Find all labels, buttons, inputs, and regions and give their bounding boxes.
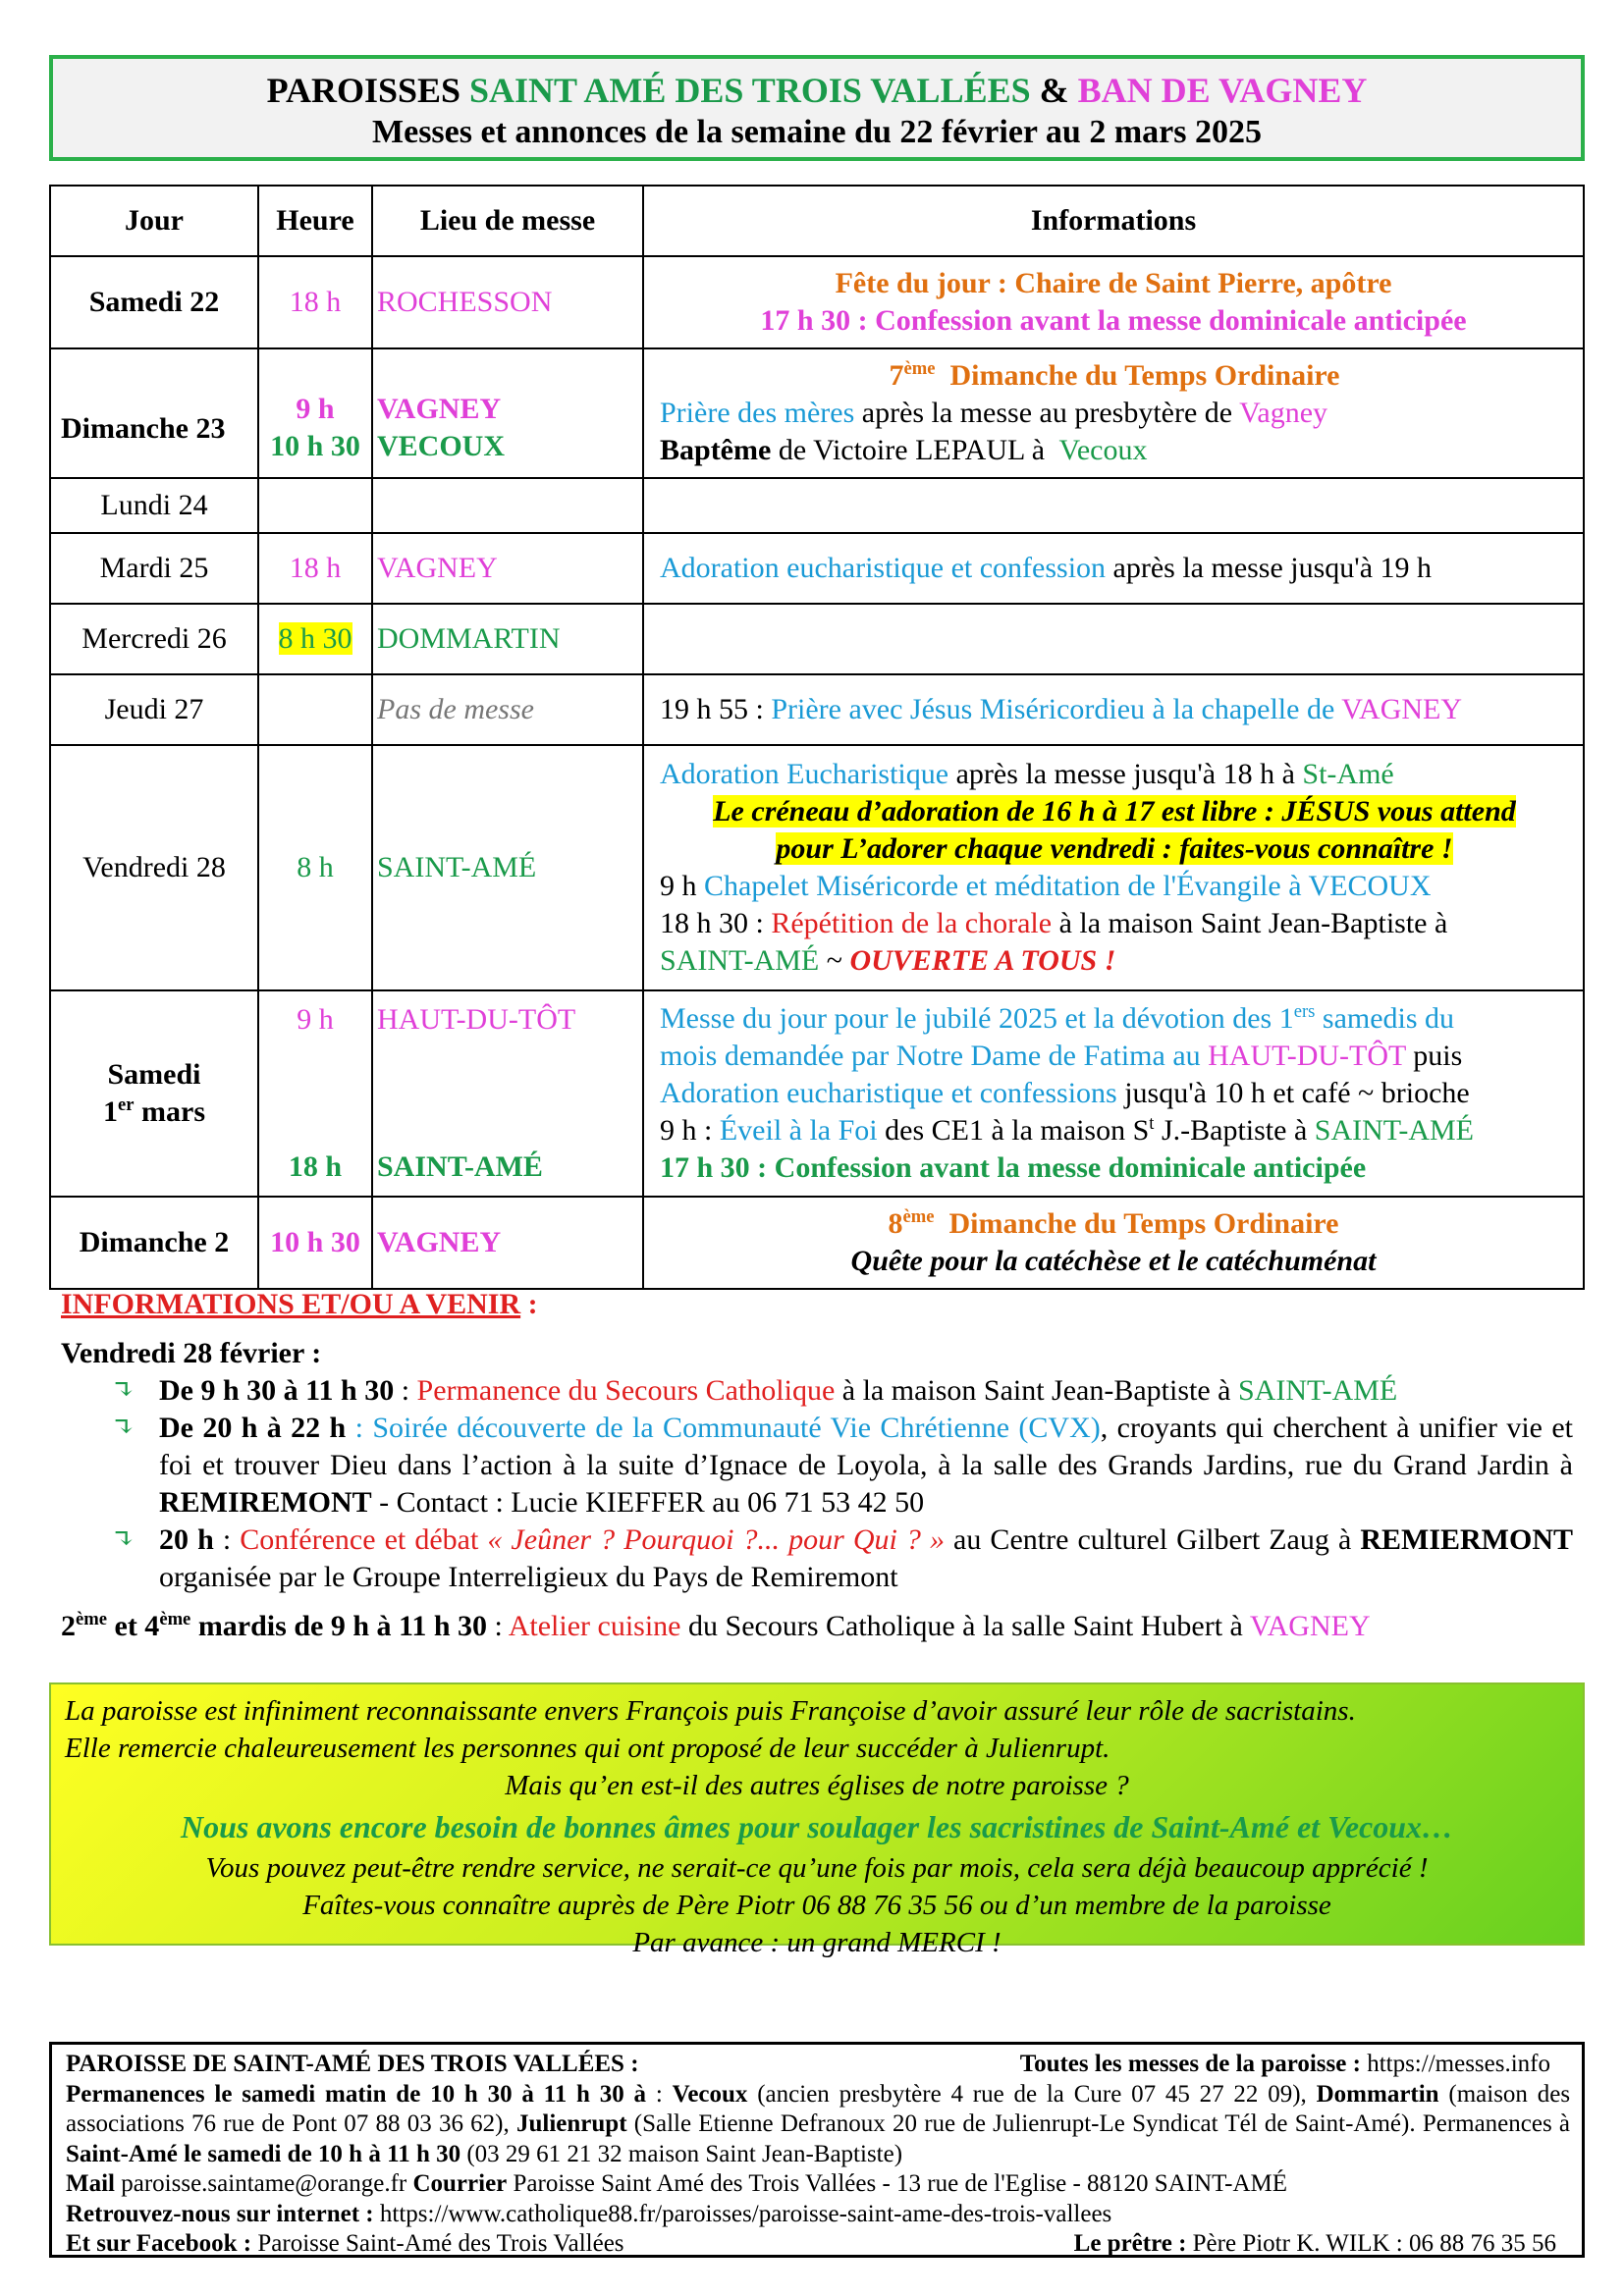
table-row: Vendredi 28 8 h SAINT-AMÉ Adoration Eucharistique après la messe jusqu'à 18 h à St-Amé Le créneau d’adoration de 16 h à 17 est libre : JÉSUS vous attend pour L’adorer chaque vendredi : faites-vous connaître ! 9 h Chapelet Miséricorde et méditation de l'Évangile à VECOUX 18 h 30 : Répétition de la chorale à la maison Saint Jean-Baptiste à SAINT-AMÉ ~ OUVERTE A TOUS ! — [50, 745, 1584, 990]
ban-de-vagney-title: BAN DE VAGNEY — [1077, 71, 1368, 110]
mail-link[interactable]: paroisse.saintame@orange.fr — [121, 2170, 407, 2197]
table-row: Mardi 25 18 h VAGNEY Adoration eucharistique et confession après la messe jusqu'à 19 h — [50, 533, 1584, 604]
footer-box: PAROISSE DE SAINT-AMÉ DES TROIS VALLÉES : Toutes les messes de la paroisse : https://messes.info Permanences le samedi matin de 10 h 30 à 11 h 30 à : Vecoux (ancien presbytère 4 rue de la Cure 07 45 27 22 09), Dommartin (maison des associations 76 rue de Pont 07 88 03 36 62), Julienrupt (Salle Etienne Defranoux 20 rue de Julienrupt-Le Syndicat Tél de Saint-Amé). Permanences à Saint-Amé le samedi de 10 h à 11 h 30 (03 29 61 21 32 maison Saint Jean-Baptiste) Mail paroisse.saintame@orange.fr Courrier Paroisse Saint Amé des Trois Vallées - 13 rue de l'Eglise - 88120 SAINT-AMÉ Retrouvez-nous sur internet : https://www.catholique88.fr/paroisses/paroisse-saint-ame-des-trois-vallees Et sur Facebook : Paroisse Saint-Amé des Trois Vallées Le prêtre : Père Piotr K. WILK : 06 88 76 35 56 — [49, 2042, 1585, 2258]
list-item: ↴ De 20 h à 22 h : Soirée découverte de la Communauté Vie Chrétienne (CVX), croyants qui cherchent à unifier vie et foi et trouver Dieu dans l’action à la suite d’Ignace de Loyola, à la salle des Grands Jardins, rue du Grand Jardin à REMIREMONT - Contact : Lucie KIEFFER au 06 71 53 42 50 — [112, 1412, 1574, 1519]
arrow-bullet-icon: ↴ — [112, 1413, 135, 1443]
website-link[interactable]: https://www.catholique88.fr/paroisses/paroisse-saint-ame-des-trois-vallees — [379, 2200, 1112, 2227]
col-heure: Heure — [258, 186, 372, 256]
table-row: Mercredi 26 8 h 30 DOMMARTIN — [50, 604, 1584, 674]
header-subtitle: Messes et annonces de la semaine du 22 février au 2 mars 2025 — [372, 114, 1262, 150]
messes-link[interactable]: https://messes.info — [1367, 2051, 1550, 2077]
facebook-link[interactable]: Paroisse Saint-Amé des Trois Vallées — [257, 2230, 624, 2257]
table-row: Dimanche 23 9 h 10 h 30 VAGNEY VECOUX 7ème Dimanche du Temps Ordinaire Prière des mères après la messe au presbytère de Vagney Baptême de Victoire LEPAUL à Vecoux — [50, 348, 1584, 478]
informations-section: INFORMATIONS ET/OU A VENIR : Vendredi 28 février : ↴ De 9 h 30 à 11 h 30 : Permanence du Secours Catholique à la maison Saint Jean-Baptiste à SAINT-AMÉ ↴ De 20 h à 22 h : Soirée découverte de la Communauté Vie Chrétienne (CVX), croyants qui cherchent à unifier vie et foi et trouver Dieu dans l’action à la suite d’Ignace de Loyola, à la salle des Grands Jardins, rue du Grand Jardin à REMIREMONT - Contact : Lucie KIEFFER au 06 71 53 42 50 ↴ 20 h : Conférence et débat « Jeûner ? Pourquoi ?... pour Qui ? » au Centre culturel Gilbert Zaug à REMIERMONT organisée par le Groupe Interreligieux du Pays de Remiremont 2ème et 4ème mardis de 9 h à 11 h 30 : Atelier cuisine du Secours Catholique à la salle Saint Hubert à VAGNEY — [61, 1286, 1573, 1645]
footer-web: Retrouvez-nous sur internet : https://www.catholique88.fr/paroisses/paroisse-saint-ame-des-trois-vallees — [66, 2200, 1112, 2227]
footer-contact: Mail paroisse.saintame@orange.fr Courrier Paroisse Saint Amé des Trois Vallées - 13 rue de l'Eglise - 88120 SAINT-AMÉ — [66, 2170, 1288, 2197]
table-row: Dimanche 2 10 h 30 VAGNEY 8ème Dimanche du Temps Ordinaire Quête pour la catéchèse et le catéchuménat — [50, 1197, 1584, 1289]
saint-ame-title: SAINT AMÉ DES TROIS VALLÉES — [469, 71, 1031, 110]
adoration-slot-notice: Le créneau d’adoration de 16 h à 17 est libre : JÉSUS vous attend — [713, 795, 1516, 828]
arrow-bullet-icon: ↴ — [112, 1375, 135, 1406]
col-jour: Jour — [50, 186, 258, 256]
priest-contact: Père Piotr K. WILK : 06 88 76 35 56 — [1192, 2230, 1556, 2257]
header-box — [49, 55, 1585, 161]
table-header-row — [50, 186, 1584, 256]
notice-appeal: Nous avons encore besoin de bonnes âmes pour soulager les sacristines de Saint-Amé et Vecoux… — [180, 1809, 1454, 1844]
footer-title: PAROISSE DE SAINT-AMÉ DES TROIS VALLÉES : — [66, 2051, 639, 2077]
footer-permanences: Permanences le samedi matin de 10 h 30 à 11 h 30 à : Vecoux (ancien presbytère 4 rue de la Cure 07 45 27 22 09), Dommartin (maison des associations 76 rue de Pont 07 88 03 36 62), Julienrupt (Salle Etienne Defranoux 20 rue de Julienrupt-Le Syndicat Tél de Saint-Amé). Permanences à Saint-Amé le samedi de 10 h à 11 h 30 (03 29 61 21 32 maison Saint Jean-Baptiste) — [66, 2080, 1571, 2167]
table-row: Jeudi 27 Pas de messe 19 h 55 : Prière avec Jésus Miséricordieu à la chapelle de VAGNEY — [50, 674, 1584, 745]
list-item: ↴ 20 h : Conférence et débat « Jeûner ? Pourquoi ?... pour Qui ? » au Centre culturel Gilbert Zaug à REMIERMONT organisée par le Groupe Interreligieux du Pays de Remiremont — [112, 1523, 1574, 1593]
arrow-bullet-icon: ↴ — [112, 1524, 135, 1555]
table-row: Samedi 22 18 h ROCHESSON Fête du jour : Chaire de Saint Pierre, apôtre 17 h 30 : Confession avant la messe dominicale anticipée — [50, 256, 1584, 348]
highlighted-time: 8 h 30 — [278, 622, 352, 655]
table-row: Samedi 1er mars 9 h 18 h HAUT-DU-TÔT SAINT-AMÉ Messe du jour pour le jubilé 2025 et la dévotion des 1ers samedis du mois demandée par Notre Dame de Fatima au HAUT-DU-TÔT puis Adoration eucharistique et confessions jusqu'à 10 h et café ~ brioche 9 h : Éveil à la Foi des CE1 à la maison $S^t$ J.-Baptiste à SAINT-AMÉ 17 h 30 : Confession avant la messe dominicale anticipée — [50, 990, 1584, 1197]
col-lieu: Lieu de messe — [372, 186, 643, 256]
schedule-table — [49, 185, 1585, 1290]
header-title: PAROISSES SAINT AMÉ DES TROIS VALLÉES & BAN DE VAGNEY — [266, 71, 1368, 110]
table-row: Lundi 24 — [50, 478, 1584, 533]
friday-heading: Vendredi 28 février : — [61, 1337, 322, 1369]
informations-heading: INFORMATIONS ET/OU A VENIR — [61, 1288, 521, 1320]
sacristan-notice: La paroisse est infiniment reconnaissante envers François puis Françoise d’avoir assuré leur rôle de sacristains. Elle remercie chaleureusement les personnes qui ont proposé de leur succéder à Julienrupt. Mais qu’en est-il des autres églises de notre paroisse ? Nous avons encore besoin de bonnes âmes pour soulager les sacristines de Saint-Amé et Vecoux… Vous pouvez peut-être rendre service, ne serait-ce qu’une fois par mois, cela sera déjà beaucoup apprécié ! Faîtes-vous connaître auprès de Père Piotr 06 88 76 35 56 ou d’un membre de la paroisse Par avance : un grand MERCI ! — [49, 1682, 1585, 1946]
col-informations: Informations — [643, 186, 1584, 256]
tuesday-workshop: 2ème et 4ème mardis de 9 h à 11 h 30 : Atelier cuisine du Secours Catholique à la salle Saint Hubert à VAGNEY — [61, 1609, 1371, 1642]
list-item: ↴ De 9 h 30 à 11 h 30 : Permanence du Secours Catholique à la maison Saint Jean-Baptiste à SAINT-AMÉ — [61, 1372, 1573, 1410]
